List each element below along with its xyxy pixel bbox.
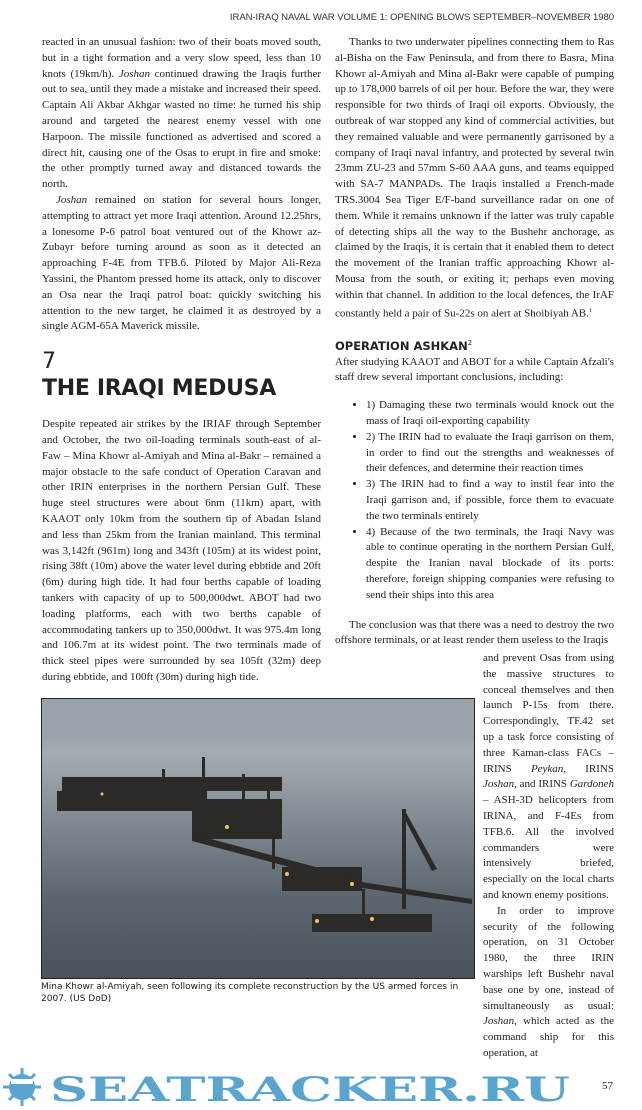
oil-terminal-image xyxy=(42,699,474,978)
section-title xyxy=(335,336,614,355)
right-column xyxy=(335,35,614,649)
ship-name: Gardoneh xyxy=(569,778,615,791)
figure-caption: Mina Khowr al-Amiyah, seen following its complete reconstruction by the US armed forces in 2007. (US DoD) xyxy=(41,982,459,1004)
footnote-ref: 1 xyxy=(588,307,592,314)
text: – ASH-3D helicopters from IRINA, and F-4Es from TFB.6. All the involved commanders were intensively briefed, especially on the local charts and known enemy positions. xyxy=(483,794,614,901)
text: In order to improve security of the following operation, on 31 October 1980, the three IRIN warships left Bushehr naval base one by one, instead of simultaneously as usual: xyxy=(483,904,614,1012)
text: and prevent Osas from using the massive structures to conceal themselves and then launch P-15s from there. Correspondingly, TF.42 set up a task force consisting of three Kaman-class FACs – IRINS xyxy=(483,652,614,775)
footnote-ref: 2 xyxy=(467,339,473,347)
list-item: • 4) Because of the two terminals, the Iraqi Navy was able to continue operating in the northern Persian Gulf, despite the Iranian naval blockade of its ports: therefore, foreign shipping companies were refusing to send their ships into this area xyxy=(366,525,614,604)
watermark xyxy=(0,1066,580,1108)
paragraph: The conclusion was that there was a need to destroy the two offshore terminals, or at least render them useless to the Iraqis xyxy=(335,618,614,647)
paragraph: Despite repeated air strikes by the IRIAF through September and October, the two oil-loading terminals south-east of al-Faw – Mina Khowr al-Amiyah and Mina al-Bakr – remained a major obstacle to the safe conduct of Operation Caravan and other IRIN enterprises in the northern Persian Gulf. These huge steel structures were about 6nm (11km) apart, with KAAOT only 10km from the southern tip of Abadan Island and less than 25km from the Iranian mainland. This terminal was 3,142ft (961m) long and 343ft (105m) at its widest point, rising 38ft (10m) above the water level during ebbtide and 20ft (6m) during high tide. It had four berths capable of loading tankers with capacity of up to 500,000dwt. ABOT had two loading platforms, each with two berths capable of accommodating tankers up to 350,000dwt. It was 975.4m long and 106.7m at its widest point. The two terminals made of thick steel pipes were surrounded by sea 105ft (32m) deep during ebbtide, and 100ft (30m) during high tide. xyxy=(42,418,321,683)
page-number: 57 xyxy=(602,1080,613,1092)
paragraph xyxy=(42,193,321,335)
sun-logo-icon xyxy=(3,1068,41,1106)
text: , and IRINS xyxy=(514,778,568,791)
paragraph: After studying KAAOT and ABOT for a while Captain Afzali's staff drew several important conclusions, including: xyxy=(335,355,614,384)
ship-name: Joshan xyxy=(56,193,88,206)
paragraph xyxy=(483,651,614,904)
chapter-number: 7 xyxy=(42,349,56,375)
paragraph xyxy=(335,35,614,322)
text: reacted in an unusual fashion: two of their boats moved south, but in a tight formation and a very slow speed, less than 10 knots (19km/h). xyxy=(42,36,321,80)
paragraph xyxy=(42,35,321,193)
conclusions-list xyxy=(335,398,614,603)
paragraph xyxy=(483,904,614,1062)
list-item: • 1) Damaging these two terminals would knock out the mass of Iraqi oil-exporting capability xyxy=(366,398,614,430)
ship-name: Joshan xyxy=(118,67,150,80)
right-narrow-column xyxy=(483,651,614,1062)
text: OPERATION ASHKAN xyxy=(335,338,468,353)
text: Thanks to two underwater pipelines connecting them to Ras al-Bisha on the Faw Peninsula, and from there to Basra, Mina Khowr al-Amiyah and Mina al-Bakr were capable of pumping up to 178,000 barrels of oil per hour. Before the war, they were responsible for two thirds of Iraqi oil exports. Obviously, the outbreak of war stopped any kind of commercial activities, but they remained valuable and were permanently garrisoned by a company of Iraqi naval infantry, and protected by several twin 23mm ZU-23 and 57mm S-60 AAA guns, and teams equipped with SA-7 MANPADs. The Iraqis installed a French-made TRS.3004 Sea Tiger E/F-band surveillance radar on one of them. While it remains unknown if the latter was truly capable of detecting ships all the way to the Bushehr anchorage, as claimed by the Iraqis, it is certain that it enabled them to detect the movement of the Iranian traffic approaching Khowr al-Mousa from the south, or exiting it; perhaps even moving within that channel. In addition to the local defences, the IrAF constantly held a pair of Su-22s on alert at Shoibiyah AB. xyxy=(335,36,614,320)
text: continued drawing the Iraqis further out to sea, until they made a mistake and increased their speed. Captain Ali Akbar Akhgar wasted no time: he turned his ship around and targeted the nearest enemy vessel with one Harpoon. The missile functioned as advertised and scored a direct hit, causing one of the Osas to erupt in fire and smoke: the other promptly turned away and distanced towards the north. xyxy=(42,67,322,191)
text: remained on station for several hours longer, attempting to attract yet more Iraqi attention. Around 12.25hrs, a lonesome P-6 patrol boat ventured out of the Khowr az-Zubayr before turning around as soon as it detected an approaching F-4E from TFB.6. Piloted by Major Ali-Reza Yassini, the Phantom pressed home its attack, only to discover an Osa near the Iraqi patrol boat: quickly switching his attention to the new target, he claimed it as destroyed by a single AGM-65A Maverick missile. xyxy=(42,193,321,333)
text: , which acted as the command ship for this operation, at xyxy=(483,1015,614,1059)
watermark-text: SEATRACKER.RU xyxy=(50,1070,570,1108)
running-header: IRAN-IRAQ NAVAL WAR VOLUME 1: OPENING BLOWS SEPTEMBER–NOVEMBER 1980 xyxy=(229,12,614,23)
terminal-photo xyxy=(41,698,475,979)
ship-name: Joshan xyxy=(483,1015,515,1028)
left-column xyxy=(42,35,321,686)
ship-name: Joshan xyxy=(483,778,515,791)
text: , IRINS xyxy=(563,762,614,775)
list-item: • 3) The IRIN had to find a way to instil fear into the Iraqi garrison and, if possible, force them to evacuate the two terminals entirely xyxy=(366,477,614,524)
chapter-title: THE IRAQI MEDUSA xyxy=(42,376,276,402)
ship-name: Peykan xyxy=(530,762,564,775)
list-item: • 2) The IRIN had to evaluate the Iraqi garrison on them, in order to find out the strengths and weaknesses of their defences, and determine their reaction times xyxy=(366,430,614,477)
